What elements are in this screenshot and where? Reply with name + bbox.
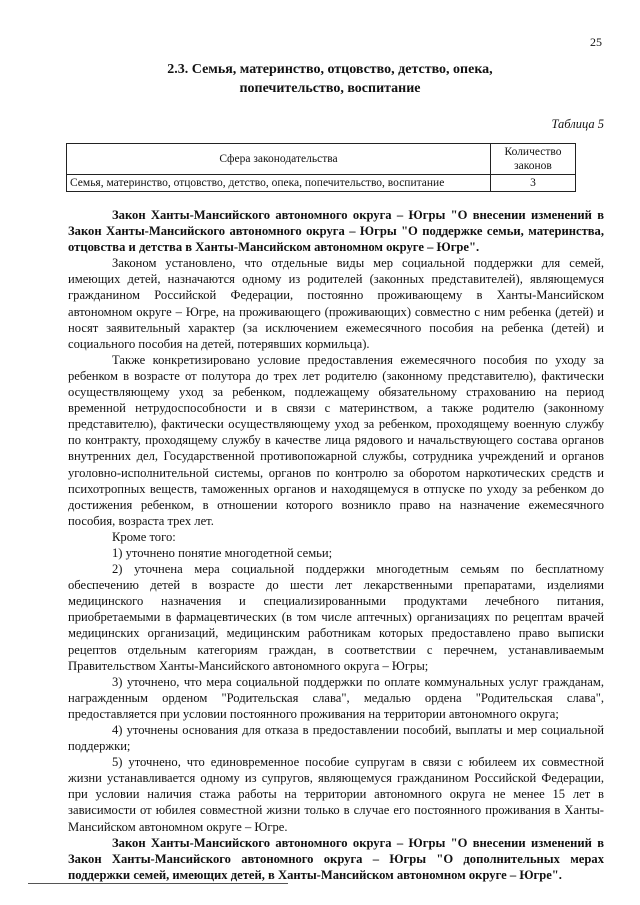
body-text bbox=[68, 207, 604, 883]
list-item: 3) уточнено, что мера социальной поддержки по оплате коммунальных услуг гражданам, награжденным орденом "Родительская слава", медалью ордена "Родительская слава", предоставляется при условии постоянного проживания на территории автономного округа; bbox=[68, 674, 604, 721]
body-paragraph: Кроме того: bbox=[112, 529, 176, 544]
list-item: 5) уточнено, что единовременное пособие супругам в связи с юбилеем их совместной жизни устанавливается одному из супругов, являющемуся гражданином Российской Федерации, при условии наличия стажа работы на территории автономного округа не менее 15 лет в зависимости от юбилея совместной жизни только в случае его постоянного проживания в Ханты-Мансийском автономном округе – Югре. bbox=[68, 755, 604, 834]
footer-rule bbox=[28, 883, 288, 884]
row-sphere-cell: Семья, материнство, отцовство, детство, опека, попечительство, воспитание bbox=[67, 175, 491, 192]
table-header-row bbox=[67, 144, 576, 175]
page-number: 25 bbox=[590, 35, 602, 49]
header-sphere-cell: Сфера законодательства bbox=[67, 144, 491, 175]
section-title-line-1: 2.3. Семья, материнство, отцовство, детство, опека, bbox=[167, 62, 493, 77]
body-paragraph: Также конкретизировано условие предоставления ежемесячного пособия по уходу за ребенком в возрасте от полутора до трех лет родителю (законному представителю), фактически осуществляющему уход за ребенком, подлежащему обязательному страхованию на период временной нетрудоспособности и в связи с материнством, а также родителю (законному представителю), фактически осуществляющему уход за ребенком, проходящему военную службу по контракту, проходящему службу в качестве лица рядового и начальствующего состава органов внутренних дел, Государственной противопожарной службы, сотрудника учреждений и органов уголовно-исполнительной системы, органов по контролю за оборотом наркотических средств и психотропных веществ, таможенных органов и находящемуся в отпуске по уходу за ребенком до достижения ребенком, в отношении которого возникло право на назначение ежемесячного пособия, возраста трех лет. bbox=[68, 352, 604, 528]
legislation-table bbox=[66, 143, 576, 192]
list-item: 2) уточнена мера социальной поддержки многодетным семьям по бесплатному обеспечению детей в возрасте до шести лет лекарственными препаратами, изделиями медицинского назначения и специализированными продуктами лечебного питания, приобретаемыми в фармацевтических (в том числе аптечных) организациях по рецептам врачей медицинских организаций, медицинским работникам которых предоставлено право выписки рецептов отдельным категориям граждан, в соответствии с перечнем, устанавливаемым Правительством Ханты-Мансийского автономного округа – Югры; bbox=[68, 562, 604, 673]
body-paragraph: Законом установлено, что отдельные виды мер социальной поддержки для семей, имеющих детей, назначаются одному из родителей (законных представителей), являющемуся гражданином Российской Федерации, постоянно проживающему в Ханты-Мансийском автономном округе – Югре, на проживающего (проживающих) совместно с ним ребенка (детей) и носят заявительный характер (за исключением ежемесячного пособия на ребенка (детей) и социального пособия на детей, потерявших кормильца). bbox=[68, 256, 604, 351]
row-count-cell: 3 bbox=[491, 175, 576, 192]
law-title-paragraph: Закон Ханты-Мансийского автономного округа – Югры "О внесении изменений в Закон Ханты-Мансийского автономного округа – Югры "О поддержке семьи, материнства, отцовства и детства в Ханты-Мансийском автономном округе – Югре". bbox=[68, 208, 604, 255]
section-title bbox=[60, 60, 600, 98]
section-title-line-2: попечительство, воспитание bbox=[239, 81, 421, 96]
law-title-paragraph: Закон Ханты-Мансийского автономного округа – Югры "О внесении изменений в Закон Ханты-Мансийского автономного округа – Югры "О дополнительных мерах поддержки семей, имеющих детей, в Ханты-Мансийском автономном округе – Югре". bbox=[68, 835, 604, 882]
table-caption: Таблица 5 bbox=[551, 117, 604, 131]
table-row bbox=[67, 175, 576, 192]
header-count-cell: Количество законов bbox=[491, 144, 576, 175]
list-item: 1) уточнено понятие многодетной семьи; bbox=[112, 545, 333, 560]
list-item: 4) уточнены основания для отказа в предоставлении пособий, выплаты и мер социальной поддержки; bbox=[68, 723, 604, 754]
